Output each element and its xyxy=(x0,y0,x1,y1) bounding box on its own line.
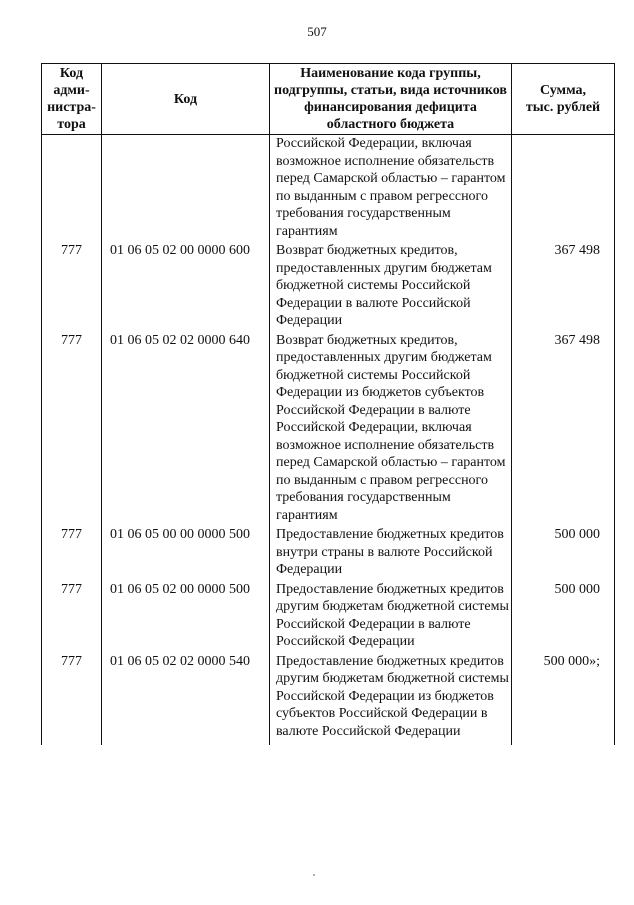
header-name: Наименование кода группы, подгруппы, статьи, вида источников финансирования дефицита областного бюджета xyxy=(270,64,512,135)
cell-sum: 500 000 xyxy=(512,526,615,581)
cell-name: Предоставление бюджетных кредитов другим бюджетам бюджетной системы Российской Федерации в валюте Российской Федерации xyxy=(270,581,512,653)
table-header-row xyxy=(42,64,615,135)
cell-code: 01 06 05 02 00 0000 500 xyxy=(102,581,270,653)
cell-admin: 777 xyxy=(42,653,102,745)
cell-code xyxy=(102,135,270,243)
cell-name: Российской Федерации, включая возможное исполнение обязательств перед Самарской областью – гарантом по выданным с правом регрессного требования государственным гарантиям xyxy=(270,135,512,243)
cell-admin: 777 xyxy=(42,332,102,527)
cell-admin: 777 xyxy=(42,581,102,653)
cell-name: Предоставление бюджетных кредитов внутри страны в валюте Российской Федерации xyxy=(270,526,512,581)
cell-admin xyxy=(42,135,102,243)
table-row xyxy=(42,332,615,527)
table-row xyxy=(42,581,615,653)
cell-name: Предоставление бюджетных кредитов другим бюджетам бюджетной системы Российской Федерации из бюджетов субъектов Российской Федерации в валюте Российской Федерации xyxy=(270,653,512,745)
header-sum: Сумма, тыс. рублей xyxy=(512,64,615,135)
cell-sum: 500 000 xyxy=(512,581,615,653)
cell-code: 01 06 05 00 00 0000 500 xyxy=(102,526,270,581)
table-row xyxy=(42,526,615,581)
cell-sum xyxy=(512,135,615,243)
header-admin-code: Код адми- нистра- тора xyxy=(42,64,102,135)
page-number: 507 xyxy=(307,24,327,39)
table-row xyxy=(42,242,615,332)
budget-sources-table xyxy=(41,63,615,745)
table-row xyxy=(42,653,615,745)
cell-admin: 777 xyxy=(42,526,102,581)
header-code: Код xyxy=(102,64,270,135)
cell-sum: 367 498 xyxy=(512,332,615,527)
cell-name: Возврат бюджетных кредитов, предоставленных другим бюджетам бюджетной системы Российской Федерации в валюте Российской Федерации xyxy=(270,242,512,332)
table-row xyxy=(42,135,615,243)
cell-name: Возврат бюджетных кредитов, предоставленных другим бюджетам бюджетной системы Российской Федерации из бюджетов субъектов Российской Федерации в валюте Российской Федерации, включая возможное исполнение обязательств перед Самарской областью – гарантом по выданным с правом регрессного требования государственным гарантиям xyxy=(270,332,512,527)
cell-code: 01 06 05 02 00 0000 600 xyxy=(102,242,270,332)
cell-code: 01 06 05 02 02 0000 640 xyxy=(102,332,270,527)
cell-sum: 367 498 xyxy=(512,242,615,332)
cell-code: 01 06 05 02 02 0000 540 xyxy=(102,653,270,745)
scan-speck xyxy=(313,874,315,876)
cell-sum: 500 000»; xyxy=(512,653,615,745)
cell-admin: 777 xyxy=(42,242,102,332)
